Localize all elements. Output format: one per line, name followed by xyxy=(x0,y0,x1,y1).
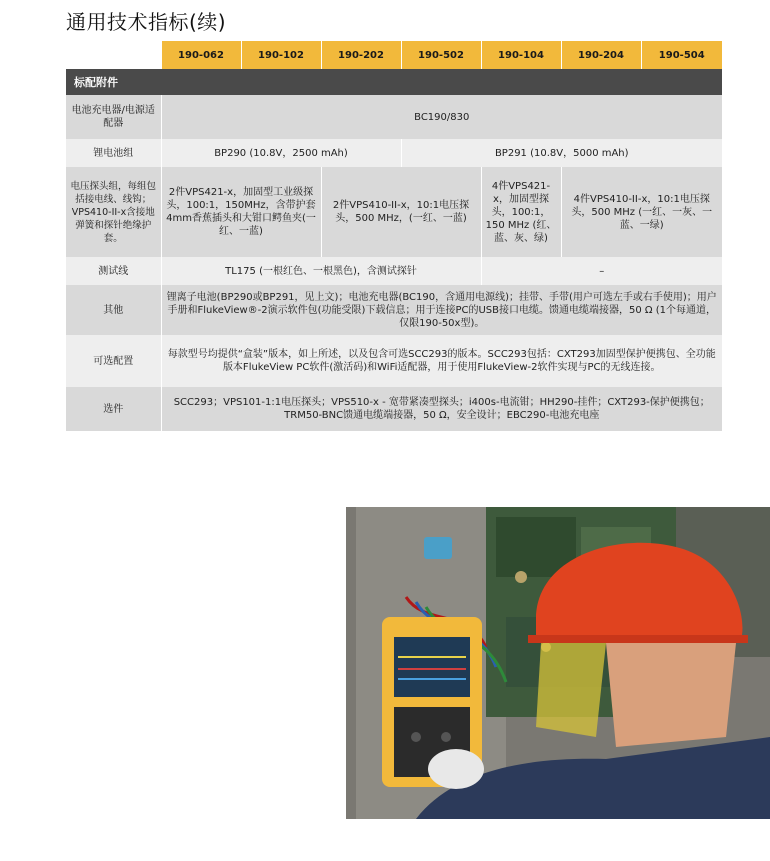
technician-photo xyxy=(346,507,770,819)
row-battery xyxy=(66,139,722,167)
page-title: 通用技术指标(续) xyxy=(66,10,227,34)
charger-value: BC190/830 xyxy=(161,95,722,139)
row-other xyxy=(66,285,722,335)
model-header-row xyxy=(66,41,722,69)
header-blank xyxy=(66,41,161,69)
battery-value-b: BP291 (10.8V，5000 mAh) xyxy=(401,139,722,167)
model-190-062: 190-062 xyxy=(161,41,241,69)
model-190-204: 190-204 xyxy=(561,41,641,69)
model-190-102: 190-102 xyxy=(241,41,321,69)
probes-value-3: 4件VPS421-x，加固型探头，100:1，150 MHz (红、蓝、灰、绿) xyxy=(481,167,561,257)
row-optional xyxy=(66,335,722,387)
optional-value: 每款型号均提供“盒装”版本，如上所述，以及包含可选SCC293的版本。SCC293包括：CXT293加固型保护便携包、全功能版本FlukeView PC软件(激活码)和WiFi适配器，用于使用FlukeView-2软件实现与PC的无线连接。 xyxy=(161,335,722,387)
testleads-label: 测试线 xyxy=(66,257,161,285)
battery-label: 锂电池组 xyxy=(66,139,161,167)
face-shield xyxy=(536,643,606,737)
sensor-box xyxy=(424,537,452,559)
probes-value-2: 2件VPS410-II-x，10:1电压探头，500 MHz，(一红、一蓝) xyxy=(321,167,481,257)
row-testleads xyxy=(66,257,722,285)
other-label: 其他 xyxy=(66,285,161,335)
probes-value-1: 2件VPS421-x，加固型工业级探头，100:1，150MHz，含带护套4mm香蕉插头和大钳口鳄鱼夹(一红、一蓝) xyxy=(161,167,321,257)
model-190-104: 190-104 xyxy=(481,41,561,69)
glove xyxy=(428,749,484,789)
testleads-value-b: – xyxy=(481,257,722,285)
optional-label: 可选配置 xyxy=(66,335,161,387)
options-label: 选件 xyxy=(66,387,161,431)
model-190-502: 190-502 xyxy=(401,41,481,69)
scope-screen xyxy=(394,637,470,697)
charger-label: 电池充电器/电源适配器 xyxy=(66,95,161,139)
model-190-504: 190-504 xyxy=(641,41,722,69)
options-value: SCC293；VPS101-1:1电压探头；VPS510-x - 宽带紧凑型探头；i400s-电流钳；HH290-挂件；CXT293-保护便携包；TRM50-BNC馈通电缆端接器，50 Ω，安全设计；EBC290-电池充电座 xyxy=(161,387,722,431)
probes-label: 电压探头组，每组包括接电线、线钩；VPS410-II-x含接地弹簧和探针绝缘护套。 xyxy=(66,167,161,257)
row-probes xyxy=(66,167,722,257)
section-title: 标配附件 xyxy=(66,69,722,95)
photo-illustration xyxy=(346,507,770,819)
model-190-202: 190-202 xyxy=(321,41,401,69)
battery-value-a: BP290 (10.8V，2500 mAh) xyxy=(161,139,401,167)
other-value: 锂离子电池(BP290或BP291，见上文)；电池充电器(BC190，含通用电源线)；挂带、手带(用户可选左手或右手使用)；用户手册和FlukeView®-2演示软件包(功能受限)下载信息；用于连接PC的USB接口电缆。馈通电缆端接器，50 Ω (1个每通道，仅限190-50x型)。 xyxy=(161,285,722,335)
row-options xyxy=(66,387,722,431)
row-charger xyxy=(66,95,722,139)
section-row xyxy=(66,69,722,95)
testleads-value-a: TL175 (一根红色、一根黑色)，含测试探针 xyxy=(161,257,481,285)
spec-table xyxy=(66,41,722,431)
probes-value-4: 4件VPS410-II-x，10:1电压探头，500 MHz (一红、一灰、一蓝、一绿) xyxy=(561,167,722,257)
